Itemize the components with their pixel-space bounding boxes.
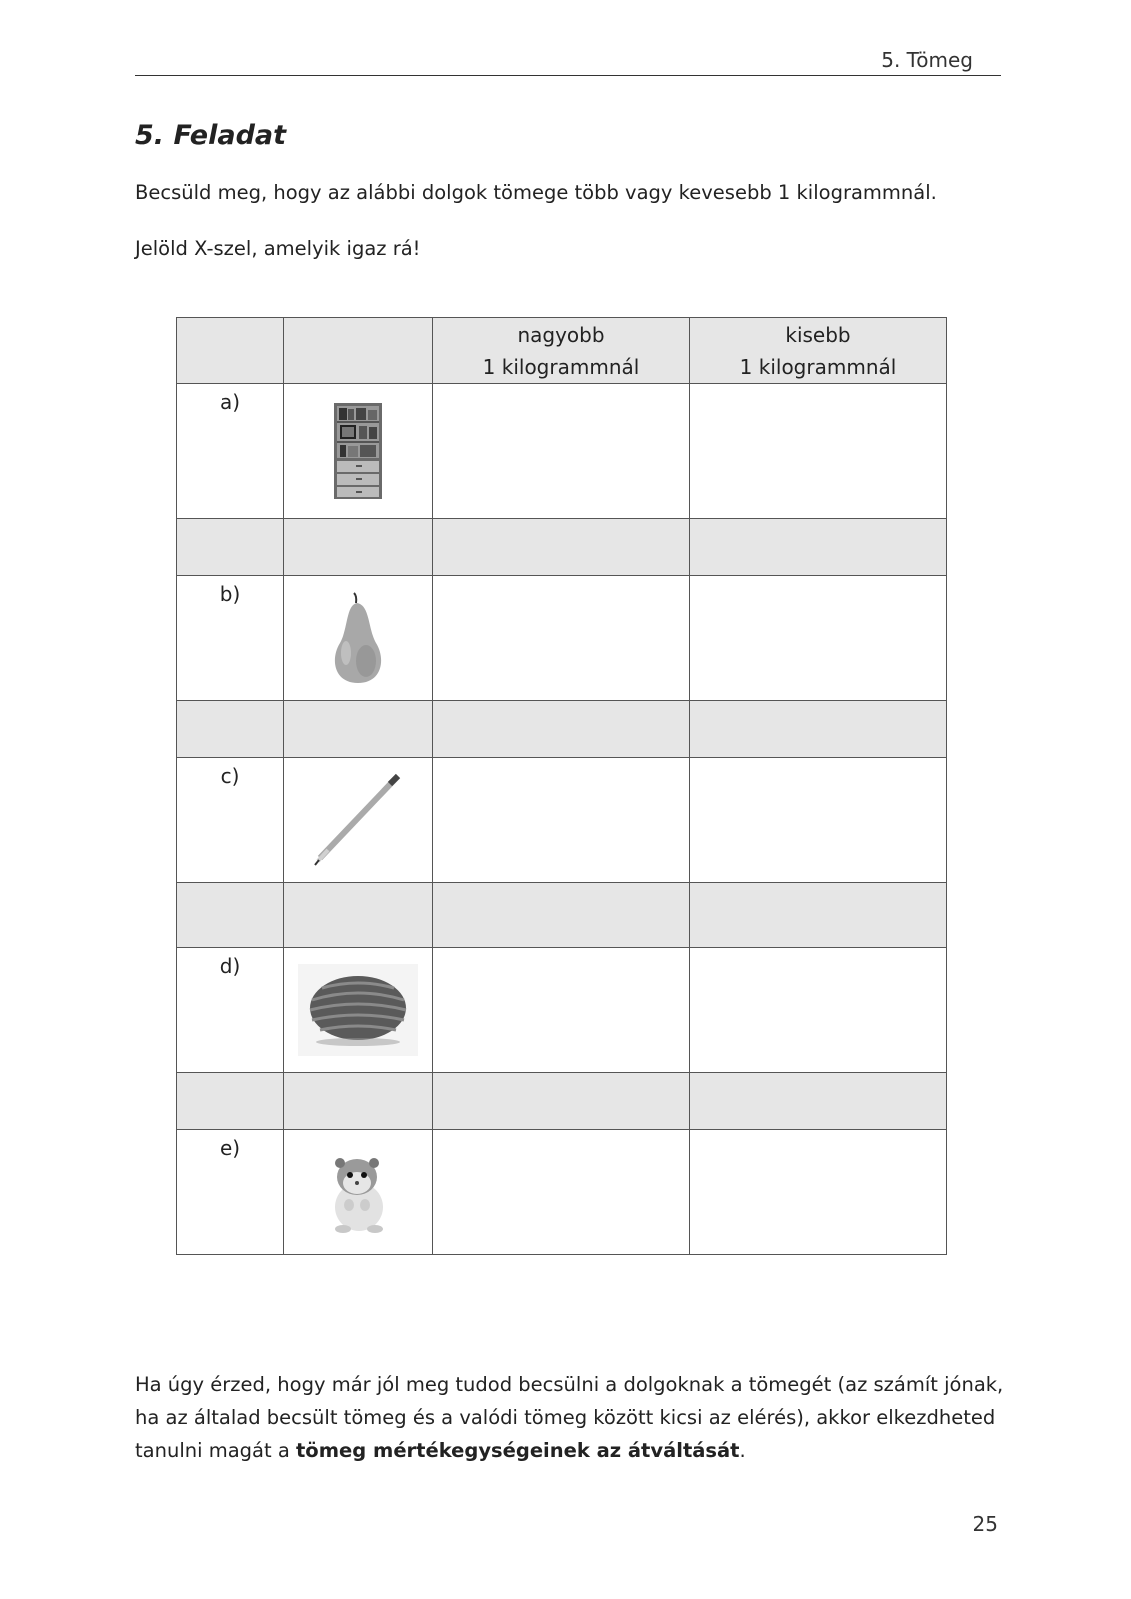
row-letter: b) <box>177 576 284 701</box>
row-letter: e) <box>177 1130 284 1255</box>
header-greater-line2: 1 kilogrammnál <box>482 354 640 379</box>
closing-text-1: Ha úgy érzed, hogy már jól meg tudod becsülni a dolgoknak a tömegét (az számít jónak, ha az általad becsült tömeg és a valódi tömeg között kicsi az elérés), akkor elkezdheted tanulni magát a <box>135 1373 1004 1462</box>
spacer-row <box>177 519 947 576</box>
answer-cell-greater[interactable] <box>433 576 690 701</box>
spacer-row <box>177 883 947 948</box>
pencil-picture <box>284 758 433 883</box>
header-greater-line1: nagyobb <box>517 322 605 347</box>
closing-bold: tömeg mértékegységeinek az átváltását <box>295 1439 740 1462</box>
header-greater <box>433 318 690 384</box>
task-title: 5. Feladat <box>135 120 287 151</box>
estimate-table <box>176 317 947 1255</box>
row-letter: a) <box>177 384 284 519</box>
instruction-2: Jelöld X-szel, amelyik igaz rá! <box>135 237 421 260</box>
closing-paragraph <box>135 1368 1005 1467</box>
answer-cell-less[interactable] <box>690 1130 947 1255</box>
answer-cell-greater[interactable] <box>433 1130 690 1255</box>
answer-cell-less[interactable] <box>690 948 947 1073</box>
page-number: 25 <box>972 1512 998 1536</box>
table-header-row <box>177 318 947 384</box>
closing-text-2: . <box>739 1439 746 1462</box>
answer-cell-greater[interactable] <box>433 948 690 1073</box>
header-less <box>690 318 947 384</box>
spacer-row <box>177 701 947 758</box>
header-rule <box>135 75 1001 76</box>
header-less-line2: 1 kilogrammnál <box>739 354 897 379</box>
table-row <box>177 384 947 519</box>
answer-cell-greater[interactable] <box>433 758 690 883</box>
table-row <box>177 948 947 1073</box>
header-empty-cell <box>177 318 284 384</box>
answer-cell-less[interactable] <box>690 576 947 701</box>
header-less-line1: kisebb <box>785 322 851 347</box>
spacer-row <box>177 1073 947 1130</box>
hamster-picture <box>284 1130 433 1255</box>
chapter-header: 5. Tömeg <box>881 48 973 72</box>
answer-cell-less[interactable] <box>690 758 947 883</box>
header-empty-cell <box>284 318 433 384</box>
bookcase-picture <box>284 384 433 519</box>
answer-cell-less[interactable] <box>690 384 947 519</box>
table-row <box>177 576 947 701</box>
pear-picture <box>284 576 433 701</box>
row-letter: c) <box>177 758 284 883</box>
watermelon-picture <box>284 948 433 1073</box>
instruction-1: Becsüld meg, hogy az alábbi dolgok tömege több vagy kevesebb 1 kilogrammnál. <box>135 181 937 204</box>
table-row <box>177 758 947 883</box>
row-letter: d) <box>177 948 284 1073</box>
answer-cell-greater[interactable] <box>433 384 690 519</box>
table-row <box>177 1130 947 1255</box>
